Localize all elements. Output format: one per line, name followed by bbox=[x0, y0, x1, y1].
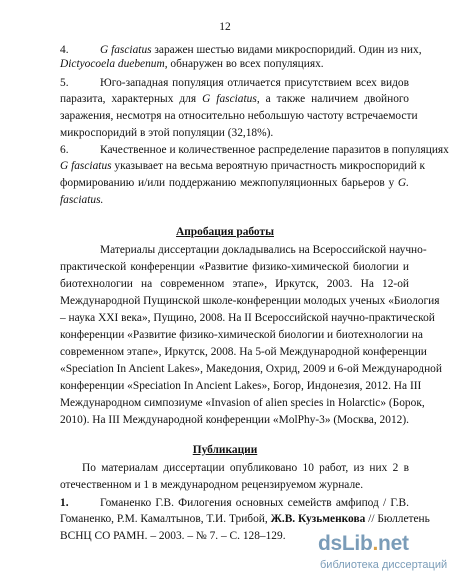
text-line: Материалы диссертации докладывались на Всероссийской научно- bbox=[100, 244, 427, 256]
item-number: 5. bbox=[60, 77, 69, 89]
text-line: Dictyocoela duebenum, обнаружен во всех популяциях. bbox=[60, 58, 324, 70]
text-line: Гоманенко, Р.М. Камалтынов, Т.И. Трибой, Ж.В. Кузьменкова // Бюллетень bbox=[60, 513, 430, 525]
text-line: отечественном и 1 в международном рецензируемом журнале. bbox=[60, 479, 364, 491]
text-line: Юго-западная популяция отличается присутствием всех видов bbox=[100, 77, 409, 89]
item-number: 4. bbox=[60, 44, 69, 56]
text-line: конференции «Развитие физико-химической биологии и биотехнологии на bbox=[60, 329, 423, 341]
text-line: паразита, характерных для G fasciatus, а также наличием двойного bbox=[60, 93, 409, 105]
text-line: Качественное и количественное распределение паразитов в популяциях bbox=[100, 144, 449, 156]
text-line: Гоманенко Г.В. Филогения основных семейств амфипод / Г.В. bbox=[100, 497, 409, 509]
text-line: – наука XXI века», Пущино, 2008. На II Всероссийской научно-практической bbox=[60, 312, 435, 324]
reference-number: 1. bbox=[60, 497, 69, 509]
section-heading-publications: Публикации bbox=[192, 444, 258, 456]
text-line: ВСНЦ СО РАМН. – 2003. – № 7. – С. 128–129. bbox=[60, 530, 286, 542]
text-line: Международном симпозиуме «Invasion of alien species in Holarctic» (Борок, bbox=[60, 397, 425, 409]
text-line: G fasciatus заражен шестью видами микроспоридий. Один из них, bbox=[100, 44, 422, 56]
item-number: 6. bbox=[60, 144, 69, 156]
watermark-subtitle: библиотека диссертаций bbox=[320, 559, 448, 571]
text-line: практической конференции «Развитие физико-химической биологии и bbox=[60, 261, 409, 273]
text-line: 2010). На III Международной конференции «MolPhy-3» (Москва, 2012). bbox=[60, 414, 409, 426]
text-line: биотехнологии на современном этапе», Иркутск, 2003. На 12-ой bbox=[60, 278, 409, 290]
text-line: fasciatus. bbox=[60, 194, 104, 206]
text-line: заражения, несмотря на относительно небольшую частоту встречаемости bbox=[60, 110, 418, 122]
watermark-logo: dsLib.net bbox=[318, 532, 409, 555]
text-line: микроспоридий в этой популяции (32,18%). bbox=[60, 127, 274, 139]
text-line: Международной Пущинской школе-конференции молодых ученых «Биология bbox=[60, 295, 440, 307]
section-heading-approbation: Апробация работы bbox=[176, 226, 274, 238]
text-line: формированию и/или поддержанию межпопуляционных барьеров у G. bbox=[60, 177, 409, 189]
dslib-watermark bbox=[318, 532, 448, 576]
text-line: По материалам диссертации опубликовано 10 работ, из них 2 в bbox=[82, 462, 409, 474]
text-line: «Speciation In Ancient Lakes», Македония, Охрид, 2009 и 6-ой Международной bbox=[60, 363, 442, 375]
text-line: конференции «Speciation In Ancient Lakes», Богор, Индонезия, 2012. На III bbox=[60, 380, 422, 392]
page-number: 12 bbox=[219, 21, 231, 33]
text-line: G fasciatus указывает на весьма вероятную причастность микроспоридий к bbox=[60, 160, 426, 172]
text-line: современном этапе», Иркутск, 2008. На 5-ой Международной конференции bbox=[60, 346, 427, 358]
